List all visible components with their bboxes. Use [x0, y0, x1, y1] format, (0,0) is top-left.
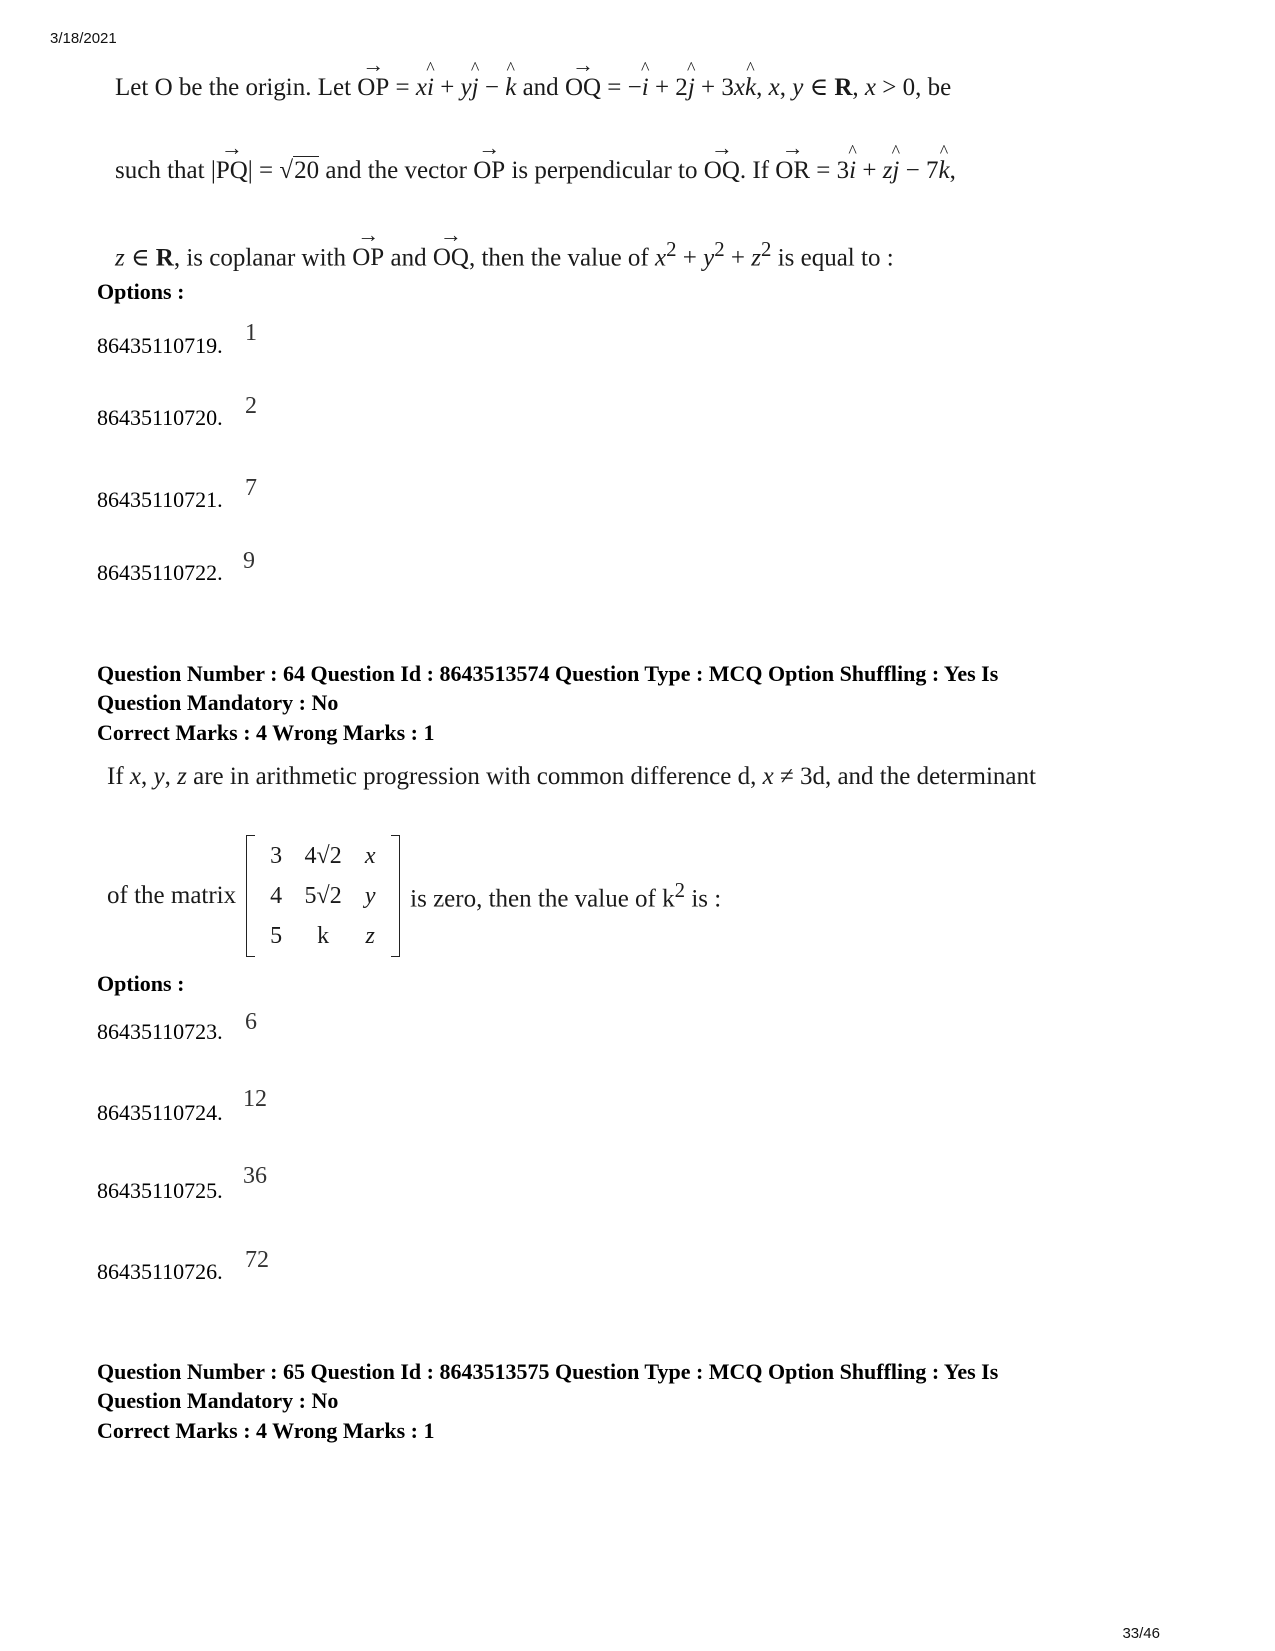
- q64-matrix: [246, 835, 400, 957]
- q64-option-value: 6: [245, 1009, 257, 1035]
- q64-header: [97, 659, 1107, 717]
- q63-text-line1: Let O be the origin. Let → OP = x^ i + y^ j − ^ k and → OQ = −^ i + 2^ j + 3x^ k, x, y ∈ R, x > 0, be: [115, 72, 951, 102]
- q64-text-line1: If x, y, z are in arithmetic progression with common difference d, x ≠ 3d, and the determinant: [107, 763, 1036, 790]
- q64-option-value: 36: [243, 1163, 267, 1189]
- matrix-cell: y: [364, 883, 376, 909]
- matrix-cell: 5√2: [304, 883, 342, 909]
- matrix-right-bracket: [391, 835, 400, 957]
- q63-option-id: 86435110721.: [97, 487, 223, 512]
- q64-header-line1: Question Number : 64 Question Id : 8643513574 Question Type : MCQ Option Shuffling : Yes Is: [97, 661, 999, 686]
- matrix-left-bracket: [246, 835, 255, 957]
- matrix-cell: 5: [270, 923, 283, 949]
- q64-matrix-suffix: is zero, then the value of k: [410, 885, 675, 913]
- q64-marks: Correct Marks : 4 Wrong Marks : 1: [97, 720, 435, 745]
- q64-matrix-line: of the matrix 3 4√2 x 4 5√2 y 5 k z is zero, then the value of $k^2$ is :: [107, 835, 721, 957]
- q64-matrix-prefix: of the matrix: [107, 882, 237, 909]
- q65-marks: Correct Marks : 4 Wrong Marks : 1: [97, 1418, 435, 1443]
- matrix-cell: k: [317, 923, 330, 949]
- q64-option-id: 86435110725.: [97, 1178, 223, 1203]
- q64-option-id: 86435110726.: [97, 1259, 223, 1284]
- matrix-cell: 3: [270, 843, 283, 869]
- q63-option-value: 2: [245, 393, 257, 419]
- q65-header: [97, 1357, 1107, 1415]
- page-number: 33/46: [1122, 1625, 1160, 1642]
- q64-option-value: 72: [245, 1247, 269, 1273]
- q65-header-line1: Question Number : 65 Question Id : 8643513575 Question Type : MCQ Option Shuffling : Yes Is: [97, 1359, 999, 1384]
- q63-option-value: 9: [243, 548, 255, 574]
- q64-option-value: 12: [243, 1086, 267, 1112]
- q63-option-id: 86435110719.: [97, 333, 223, 358]
- matrix-cell: x: [364, 843, 376, 869]
- q63-option-value: 7: [245, 475, 257, 501]
- q64-option-id: 86435110723.: [97, 1019, 223, 1044]
- q63-text-line3: z ∈ R, is coplanar with → OP and → OQ, then the value of $x^2 + y^2 + z^2$ is equal to :: [115, 237, 894, 272]
- q64-option-id: 86435110724.: [97, 1100, 223, 1125]
- matrix-cell: 4: [270, 883, 283, 909]
- q63-option-id: 86435110720.: [97, 405, 223, 430]
- q63-text-line2: such that |→ PQ| = √20 and the vector → OP is perpendicular to → OQ. If → OR = 3^ i + z^ j − 7^ k,: [115, 157, 956, 185]
- q64-options-label: Options :: [97, 971, 185, 996]
- q64-header-line2: Question Mandatory : No: [97, 690, 339, 715]
- q63-options-label: Options :: [97, 279, 185, 304]
- q63-option-id: 86435110722.: [97, 560, 223, 585]
- print-date: 3/18/2021: [50, 30, 117, 47]
- q65-header-line2: Question Mandatory : No: [97, 1388, 339, 1413]
- matrix-cell: 4√2: [304, 843, 342, 869]
- q63-option-value: 1: [245, 320, 257, 346]
- matrix-cell: z: [365, 923, 375, 949]
